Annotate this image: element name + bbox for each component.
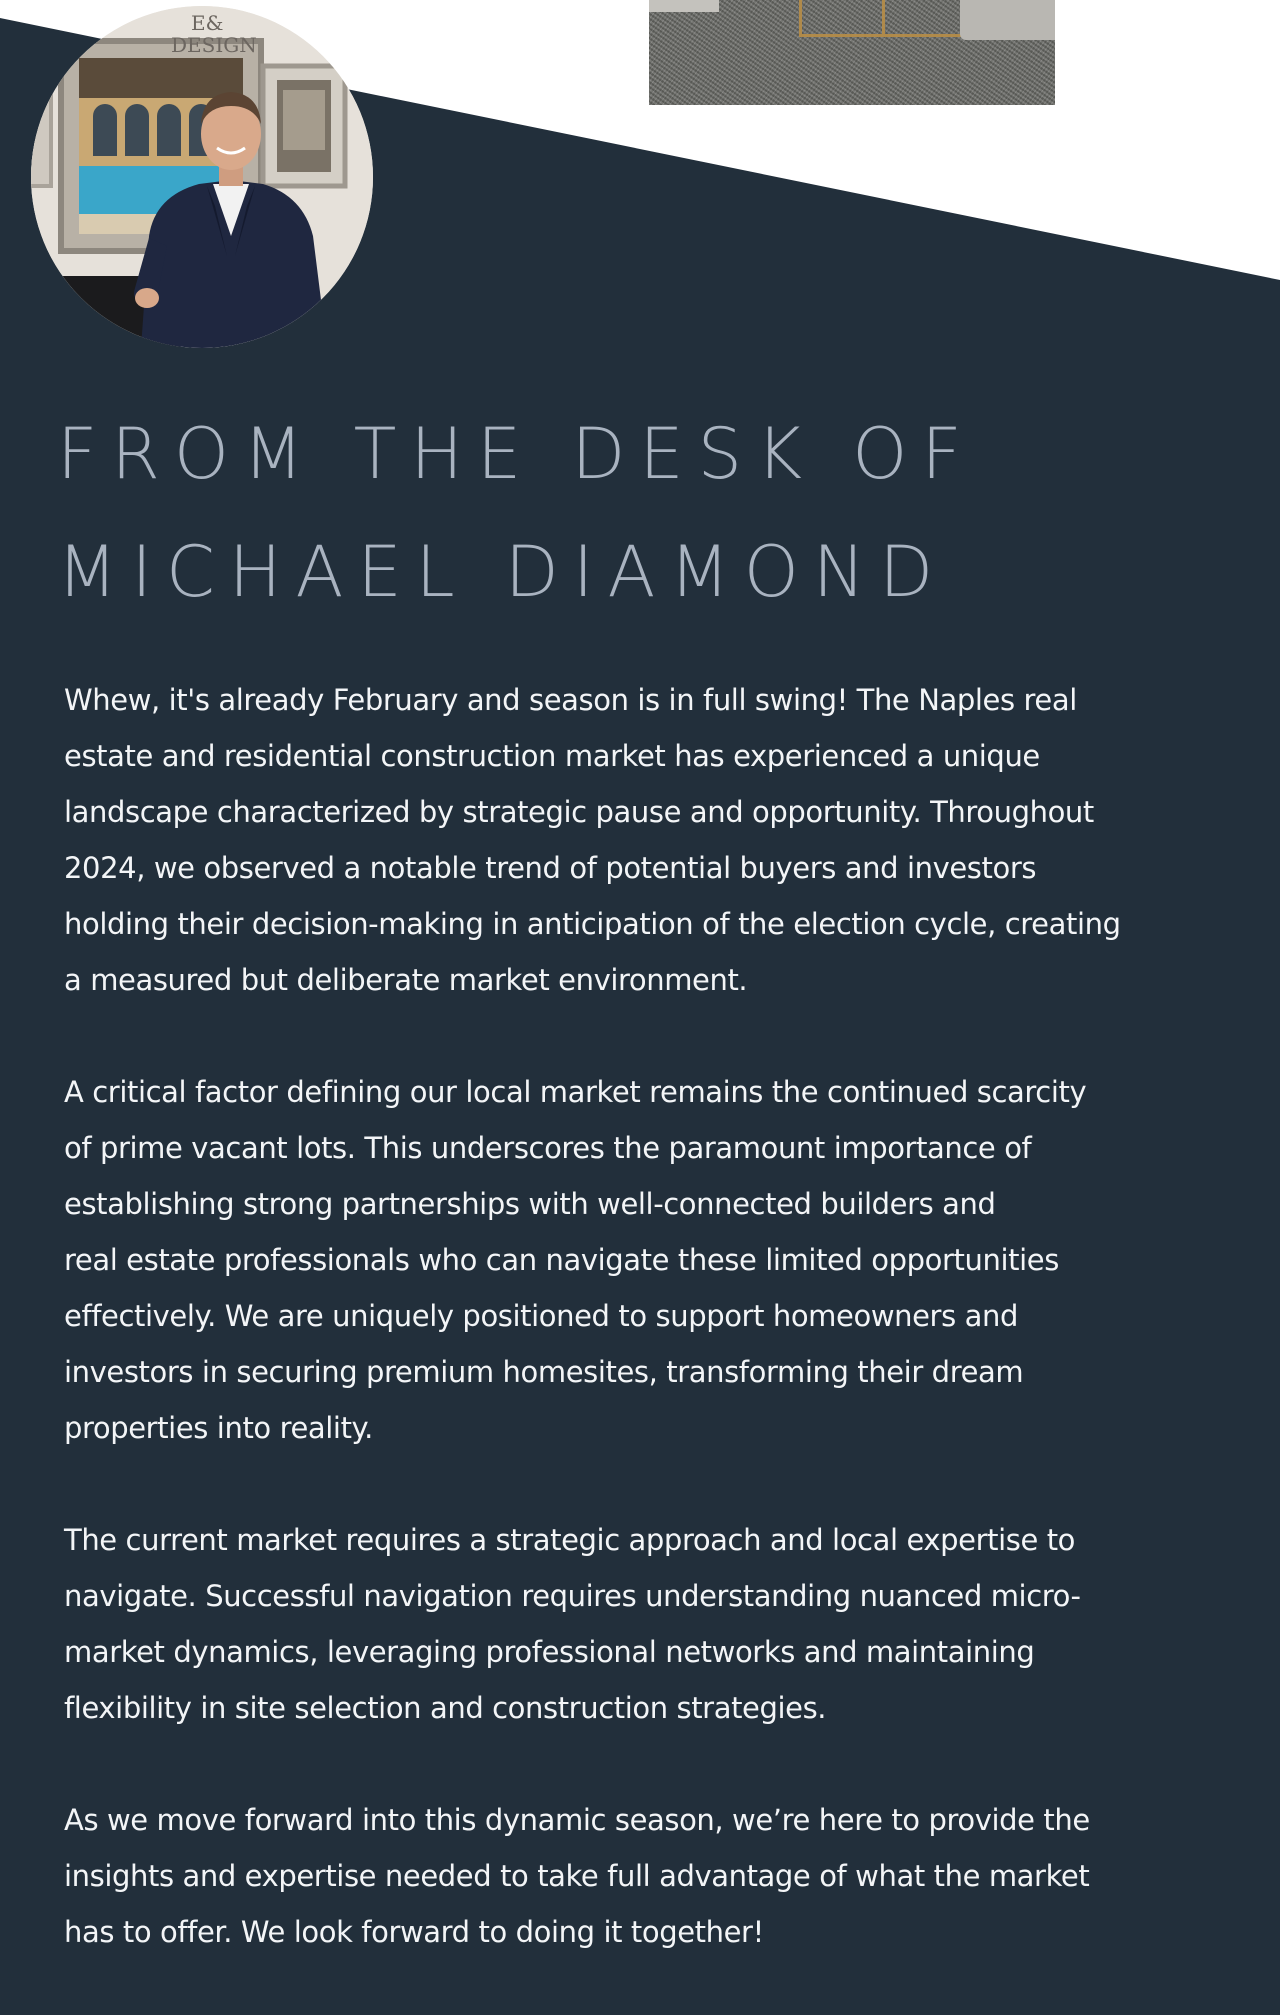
portrait-illustration	[31, 6, 373, 348]
letter-paragraph-3: The current market requires a strategic approach and local expertise to navigate. Successful navigation requires understanding nuanced micro- market dynamics, leveraging professional networks and maintaining flexibility in site selection and construction strategies.	[64, 1523, 1081, 1725]
letter-paragraph-4: As we move forward into this dynamic season, we’re here to provide the insights and expertise needed to take full advantage of what the market has to offer. We look forward to doing it together!	[64, 1803, 1090, 1949]
letter-paragraph-1: Whew, it's already February and season is in full swing! The Naples real estate and residential construction market has experienced a unique landscape characterized by strategic pause and opportunity. Throughout 2024, we observed a notable trend of potential buyers and investors holding their decision-making in anticipation of the election cycle, creating a measured but deliberate market environment.	[64, 683, 1121, 997]
room-photo-chair	[649, 0, 719, 12]
title-line-1: FROM THE DESK OF	[57, 413, 976, 495]
portrait-photo	[31, 6, 373, 348]
letter-body	[64, 672, 1204, 2015]
room-photo	[649, 0, 1055, 105]
room-photo-sofa	[960, 0, 1055, 40]
portrait-sign-text: E&	[191, 11, 224, 35]
page-title	[57, 395, 1237, 631]
letter-paragraph-2: A critical factor defining our local market remains the continued scarcity of prime vacant lots. This underscores the paramount importance of establishing strong partnerships with well-connected builders and real estate professionals who can navigate these limited opportunities effectively. We are uniquely positioned to support homeowners and investors in securing premium homesites, transforming their dream properties into reality.	[64, 1075, 1087, 1445]
title-line-2: MICHAEL DIAMOND	[57, 531, 948, 613]
svg-text:DESIGN: DESIGN	[171, 33, 257, 57]
